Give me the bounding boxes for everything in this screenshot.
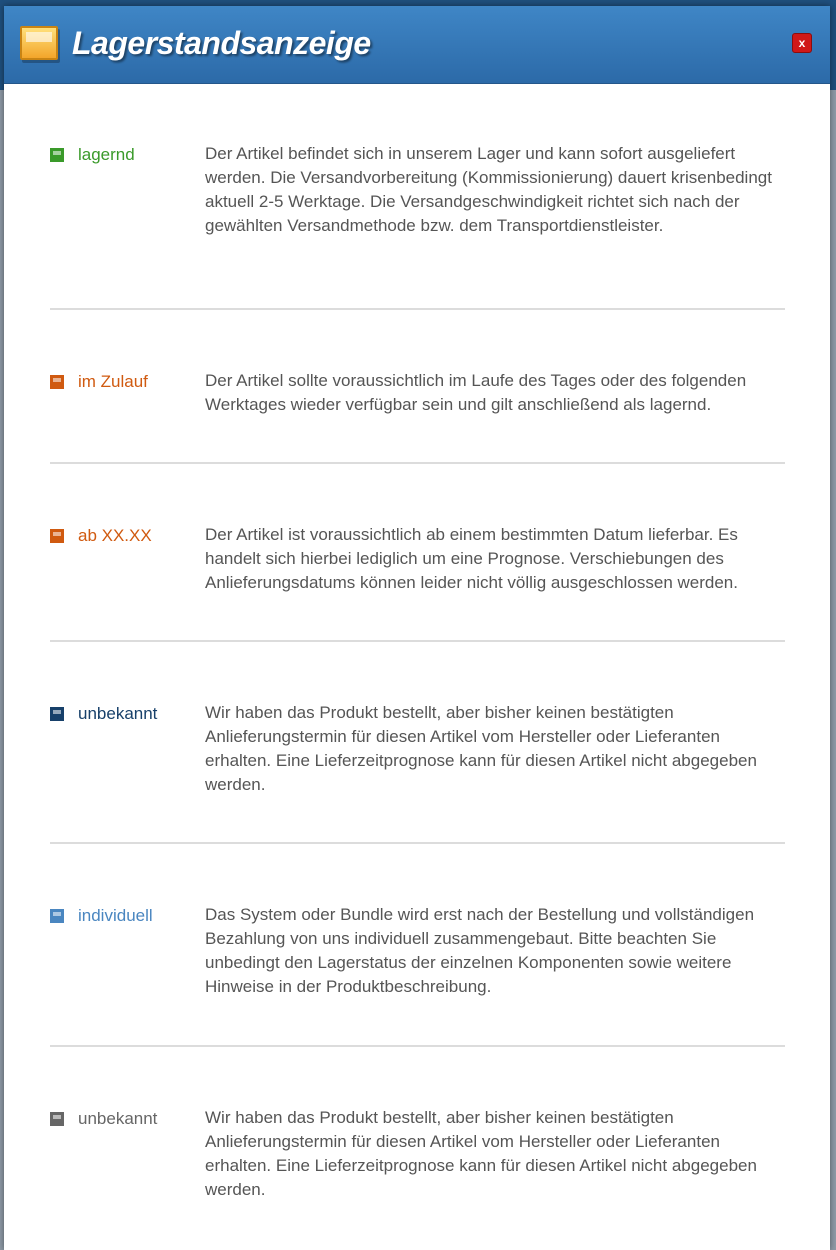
status-row-lagernd [50,83,785,310]
status-indicator [50,526,152,546]
close-button[interactable]: x [792,33,812,53]
status-label: individuell [78,906,153,925]
status-indicator [50,372,148,392]
status-indicator [50,906,153,926]
status-swatch-icon [50,148,64,162]
status-row-unbekannt-grey [50,1047,785,1237]
status-row-unbekannt [50,642,785,844]
status-description: Das System oder Bundle wird erst nach der Bestellung und vollständigen Bezahlung von uns individuell zusammengebaut. Bitte beachten Sie unbedingt den Lagerstatus der einzelnen Komponenten sowie weitere Hinweise in der Produktbeschreibung. [205,905,755,996]
folder-icon [20,26,58,60]
stock-legend-dialog [4,6,830,1250]
dialog-header [4,6,830,84]
status-swatch-icon [50,707,64,721]
status-label: im Zulauf [78,372,148,391]
status-label: unbekannt [78,704,158,723]
status-label: lagernd [78,145,135,164]
status-row-im-zulauf [50,310,785,464]
status-description: Wir haben das Produkt bestellt, aber bisher keinen bestätigten Anlieferungstermin für diesen Artikel vom Hersteller oder Lieferanten erhalten. Eine Lieferzeitprognose kann für diesen Artikel nicht abgegeben werden. [205,1108,757,1199]
status-indicator [50,145,135,165]
status-description: Wir haben das Produkt bestellt, aber bisher keinen bestätigten Anlieferungstermin für diesen Artikel vom Hersteller oder Lieferanten erhalten. Eine Lieferzeitprognose kann für diesen Artikel nicht abgegeben werden. [205,703,757,794]
status-row-individuell [50,844,785,1047]
status-row-ab-datum [50,464,785,642]
dialog-title: Lagerstandsanzeige [72,25,371,61]
status-label: ab XX.XX [78,526,152,545]
status-description: Der Artikel sollte voraussichtlich im Laufe des Tages oder des folgenden Werktages wieder verfügbar sein und gilt anschließend als lagernd. [205,371,747,414]
status-indicator [50,704,157,724]
status-label: unbekannt [78,1109,158,1128]
status-swatch-icon [50,529,64,543]
status-swatch-icon [50,1112,64,1126]
status-description: Der Artikel ist voraussichtlich ab einem bestimmten Datum lieferbar. Es handelt sich hierbei lediglich um eine Prognose. Verschiebungen des Anlieferungsdatums können leider nicht völlig ausgeschlossen werden. [205,525,738,592]
status-swatch-icon [50,375,64,389]
status-list [50,83,785,1237]
status-swatch-icon [50,909,64,923]
status-indicator [50,1109,157,1129]
status-description: Der Artikel befindet sich in unserem Lager und kann sofort ausgeliefert werden. Die Versandvorbereitung (Kommissionierung) dauert krisenbedingt aktuell 2-5 Werktage. Die Versandgeschwindigkeit richtet sich nach der gewählten Versandmethode bzw. dem Transportdienstleister. [205,144,772,235]
